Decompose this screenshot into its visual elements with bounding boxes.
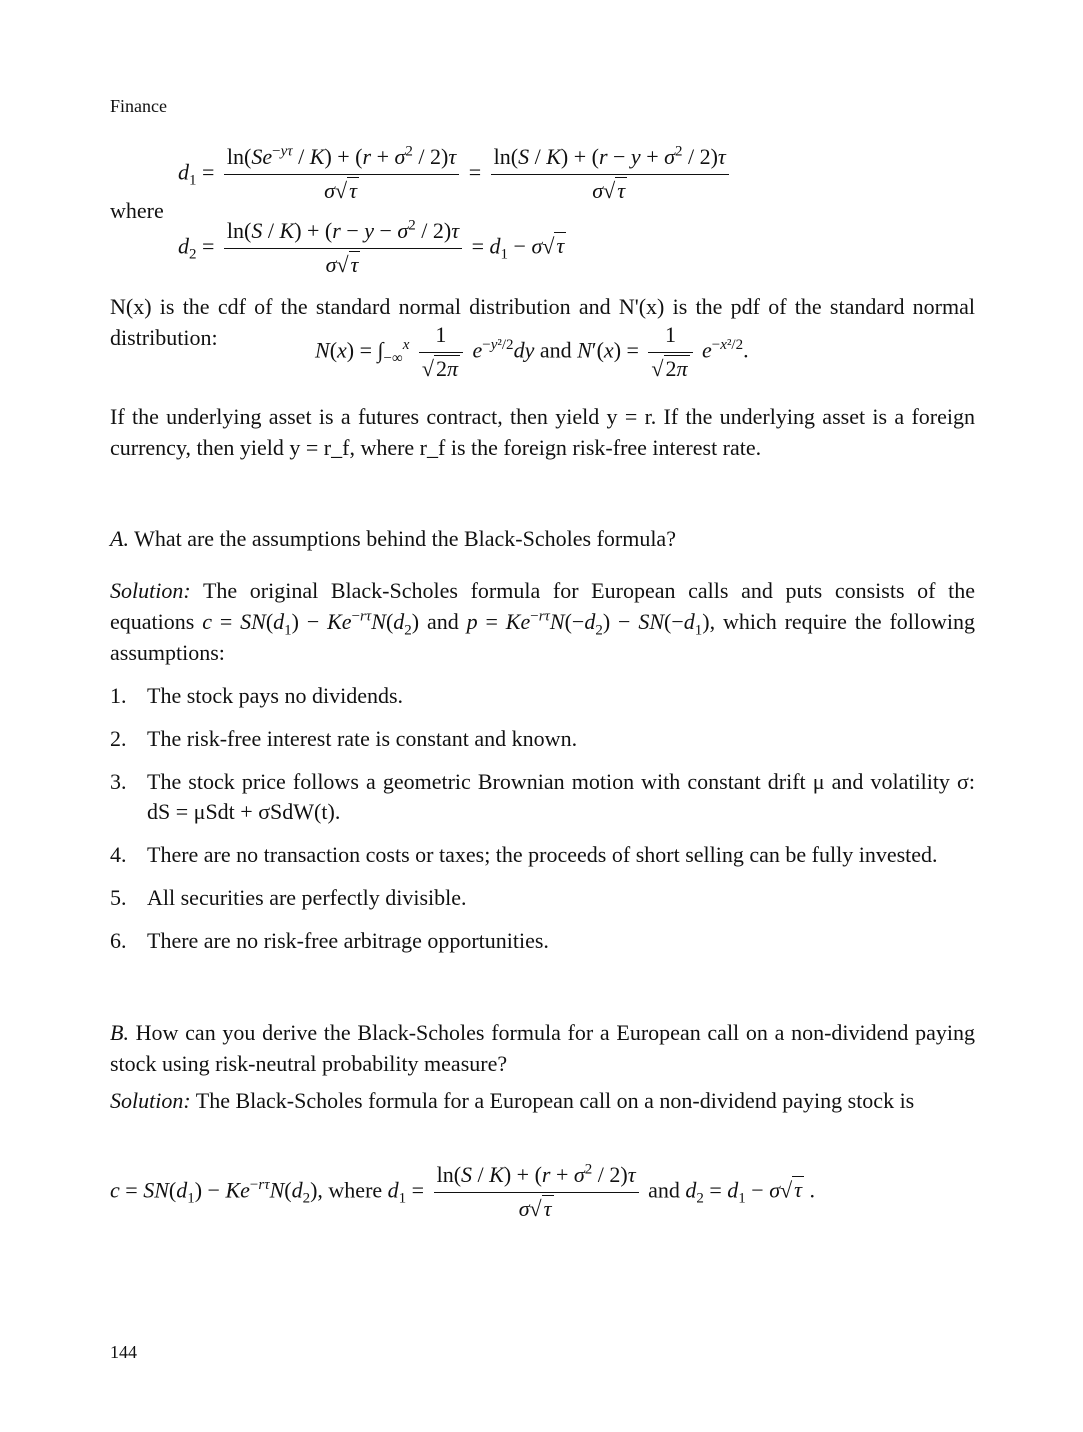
list-item: 2. The risk-free interest rate is constant and known. <box>110 725 578 751</box>
question-b <box>110 1018 975 1080</box>
solution-a-text-2: , which require the following assumptions: <box>110 608 976 665</box>
question-a <box>110 524 975 555</box>
running-head: Finance <box>110 96 167 116</box>
cdf-and-word: and <box>539 337 572 363</box>
cdf-paragraph-text: N(x) is the cdf of the standard normal distribution and N'(x) is the pdf of the standard normal distribution: <box>110 294 975 350</box>
solution-a: Solution: The original Black-Scholes formula for European calls and puts consists of the equations $c = SN(d_1) - Ke^{-r\tau}N(d_2)$ and $p = Ke^{-r\tau}N(-d_2) - SN(-d_1)$, which require the following assumptions: <box>110 578 976 665</box>
solution-a-label: Solution: <box>110 578 191 603</box>
solution-b-text: The Black-Scholes formula for a European call on a non-dividend paying stock is <box>195 1088 915 1113</box>
where-label: where <box>110 198 164 223</box>
yield-paragraph: If the underlying asset is a futures contract, then yield y = r. If the underlying asset is a foreign currency, then yield y = r_f, where r_f is the foreign risk-free interest rate. <box>110 404 975 460</box>
solution-b-where-word: where <box>328 1177 383 1203</box>
page-number: 144 <box>110 1342 137 1362</box>
list-item: 4. There are no transaction costs or taxes; the proceeds of short selling can be fully invested. <box>110 842 938 868</box>
equation-bs-call: $c = SN(d_1) - Ke^{-r\tau}N(d_2)$, where $d_1$ = $\frac{\ln(S / K) + (r + \sigma^2 / 2)\tau}{\sigma√\tau}$ and $d_2 = d_1 - \sigma√\tau$ . <box>110 1161 816 1221</box>
question-b-label: B. <box>110 1020 129 1045</box>
solution-b-and-word: and <box>648 1177 680 1203</box>
question-b-text: How can you derive the Black-Scholes formula for a European call on a non-dividend paying stock using risk-neutral probability measure? <box>110 1020 975 1076</box>
question-a-label: A. <box>110 526 129 551</box>
equation-call-put: c <box>202 608 212 634</box>
solution-b-label: Solution: <box>110 1088 191 1113</box>
list-item: 3. The stock price follows a geometric Brownian motion with constant drift μ and volatility σ: dS = μSdt + σSdW(t). <box>110 768 975 825</box>
assumptions-list <box>110 681 975 969</box>
list-item: 5. All securities are perfectly divisible. <box>110 884 467 910</box>
list-item: 6. There are no risk-free arbitrage opportunities. <box>110 927 549 953</box>
solution-b <box>110 1086 975 1117</box>
solution-a-text-1: The original Black-Scholes formula for European calls and puts consists of the equations <box>110 578 975 634</box>
solution-a-and-word: and <box>426 608 459 634</box>
question-a-text: What are the assumptions behind the Black-Scholes formula? <box>134 526 676 551</box>
equation-d1: $d_1$ = $\frac{\ln(Se^{-y\tau} / K) + (r + \sigma^2 / 2)\tau}{\sigma√\tau}$ = $\frac{\ln(S / K) + (r - y + \sigma^2 / 2)\tau}{\sigma√\tau}$ <box>178 142 733 207</box>
equation-d2: $d_2$ = $\frac{\ln(S / K) + (r - y - \sigma^2 / 2)\tau}{\sigma√\tau}$ = $d_1 - \sigma√\tau$ <box>178 217 565 277</box>
equation-cdf-pdf: $N(x) = \int_{-\infty}^x$ $\frac{1}{√2\pi}$ $e^{-y^2/2}dy$ and N′(x) = $\frac{1}{√2\pi}$ $e^{-x^2/2}$. <box>315 322 749 381</box>
list-item: 1. The stock pays no dividends. <box>110 683 404 708</box>
